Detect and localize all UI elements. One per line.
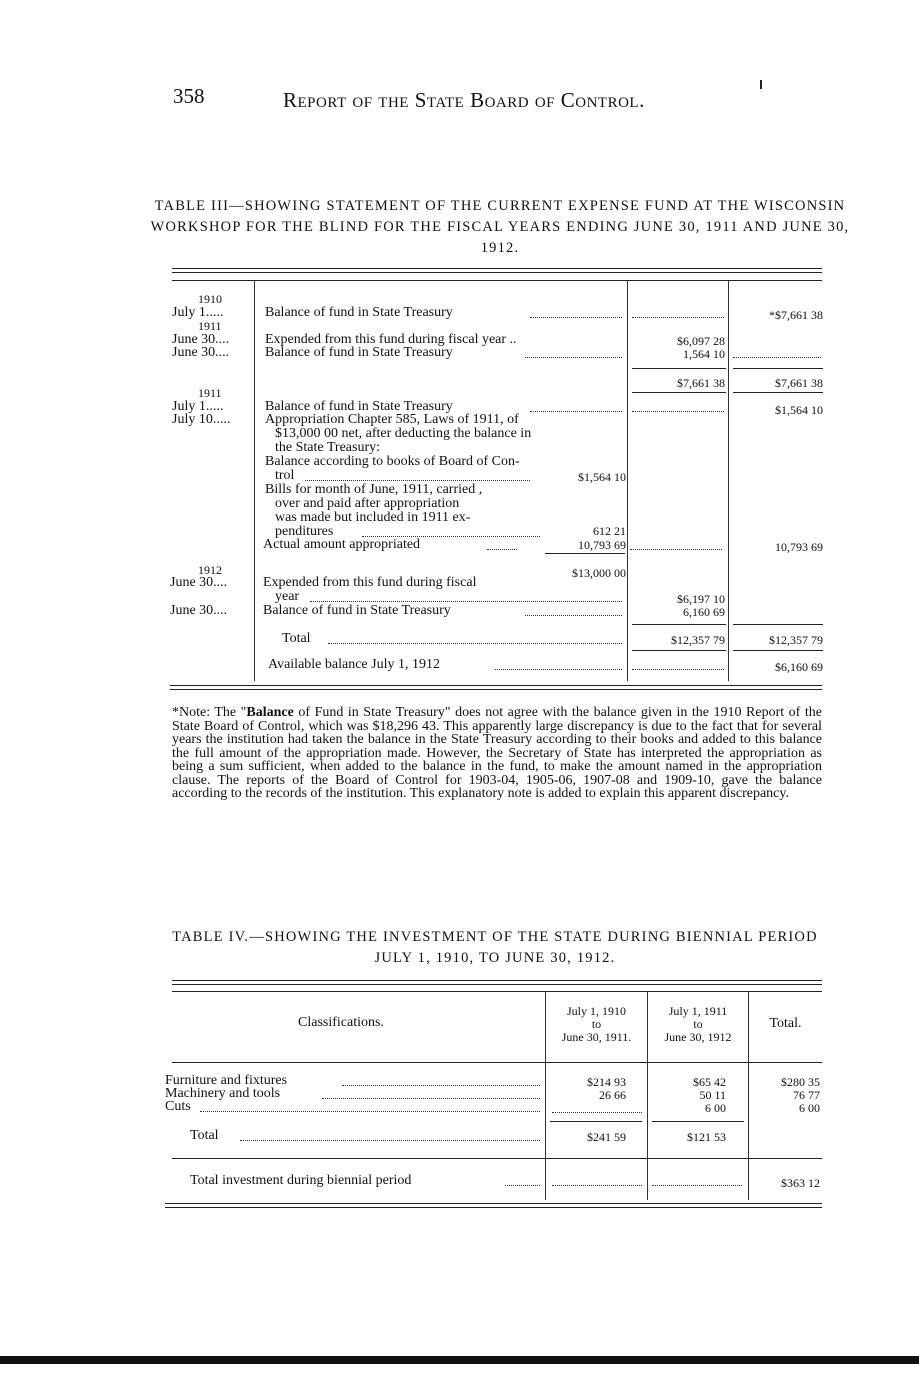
inner-value: $13,000 00 (572, 566, 626, 580)
header-col1: to (591, 1017, 602, 1031)
col1-value: $6,197 10 (677, 592, 725, 606)
edge-mark (760, 80, 762, 89)
row-balance: Balance of fund in State Treasury (265, 345, 453, 360)
table-cell: 6 00 (799, 1101, 820, 1115)
table-cell: 26 66 (599, 1088, 626, 1102)
table-row-label: Furniture and fixtures (165, 1073, 288, 1088)
row-board-balance: trol (275, 468, 295, 483)
row-board-balance: Balance according to books of Board of Con- (265, 454, 520, 469)
total-row-label: Total (190, 1128, 219, 1143)
date-year-1911: 1911 (198, 319, 222, 333)
col1-value: $12,357 79 (671, 633, 725, 647)
header-col1: June 30, 1911. (561, 1030, 632, 1044)
date-label: June 30.... (170, 575, 228, 590)
page-number: 358 (173, 84, 205, 108)
header-col2: July 1, 1911 (668, 1004, 728, 1018)
col2-value: *$7,661 38 (769, 308, 823, 322)
date-label: July 1..... (172, 399, 224, 414)
table-cell: $65 42 (693, 1075, 726, 1089)
date-year-1912: 1912 (198, 563, 222, 577)
table-cell: $214 93 (587, 1075, 626, 1089)
table-cell: $363 12 (781, 1176, 820, 1190)
header-col2: June 30, 1912 (664, 1030, 732, 1044)
inner-value: 10,793 69 (578, 538, 626, 552)
row-balance: Balance of fund in State Treasury (263, 603, 451, 618)
col1-value: 1,564 10 (683, 347, 725, 361)
row-appropriation: $13,000 00 net, after deducting the balance in (275, 426, 532, 441)
explanatory-note (172, 706, 822, 801)
col1-value: $7,661 38 (677, 376, 725, 390)
row-total: Total (282, 631, 311, 646)
date-label: June 30.... (172, 345, 230, 360)
table4-title: TABLE IV.—SHOWING THE INVESTMENT OF THE STATE DURING BIENNIAL PERIOD JULY 1, 1910, TO JUNE 30, 1912. (172, 929, 818, 966)
row-balance: Balance of fund in State Treasury (265, 399, 453, 414)
row-appropriation: Appropriation Chapter 585, Laws of 1911, of (265, 412, 519, 427)
table-cell: 50 11 (699, 1088, 726, 1102)
col2-value: $1,564 10 (775, 403, 823, 417)
col2-value: 10,793 69 (775, 540, 823, 554)
row-expended: Expended from this fund during fiscal year .. (265, 332, 517, 347)
table-cell: $241 59 (587, 1130, 626, 1144)
table-cell: $121 53 (687, 1130, 726, 1144)
header-classifications: Classifications. (298, 1015, 384, 1030)
row-bills: was made but included in 1911 ex- (275, 510, 471, 525)
header-col2: to (693, 1017, 703, 1031)
col2-value: $12,357 79 (769, 633, 823, 647)
note-bold: Balance (246, 705, 294, 720)
page-bottom-edge (0, 1356, 919, 1364)
investment-row-label: Total investment during biennial period (190, 1173, 412, 1188)
table-cell: 6 00 (705, 1101, 726, 1115)
table-cell: $280 35 (781, 1075, 820, 1089)
running-title (283, 88, 645, 113)
date-label: June 30.... (170, 603, 228, 618)
date-year-1911: 1911 (198, 386, 222, 400)
date-label: July 1..... (172, 305, 224, 320)
date-label: June 30.... (172, 332, 230, 347)
table-row-label: Machinery and tools (165, 1086, 281, 1101)
col2-value: $6,160 69 (775, 660, 823, 674)
header-total: Total. (769, 1016, 802, 1031)
row-actual: Actual amount appropriated (263, 537, 421, 552)
inner-value: 612 21 (593, 524, 626, 538)
col1-value: 6,160 69 (683, 605, 725, 619)
row-expended: year (275, 589, 300, 604)
row-appropriation: the State Treasury: (275, 440, 380, 455)
note-text: of Fund in State Treasury" does not agree with the balance given in the 1910 Report of the State Board of Control, which was $18,296 43. This apparently large discrepancy is due to the fact that for several years the institution had taken the balance in the State Treasury according to their books and added to this balance the full amount of the appropriation made. However, the Secretary of State has interpreted the appropriation as being a sum sufficient, when added to the balance in the fund, to make the amount named in the appropriation clause. The reports of the Board of Control for 1903-04, 1905-06, 1907-08 and 1909-10, gave the balance according to the records of the institution. This explanatory note is added to explain this apparent discrepancy. (172, 705, 822, 801)
inner-value: $1,564 10 (578, 470, 626, 484)
row-bills: Bills for month of June, 1911, carried , (265, 482, 483, 497)
note-lead: *Note: The " (172, 705, 247, 720)
row-expended: Expended from this fund during fiscal (263, 575, 477, 590)
col1-value: $6,097 28 (677, 334, 725, 348)
date-label: July 10..... (172, 412, 231, 427)
row-bills: penditures (275, 524, 334, 539)
row-bills: over and paid after appropriation (275, 496, 460, 511)
row-available: Available balance July 1, 1912 (268, 657, 440, 672)
table3-title: TABLE III—SHOWING STATEMENT OF THE CURRENT EXPENSE FUND AT THE WISCONSIN WORKSHOP FOR THE BLIND FOR THE FISCAL YEARS ENDING JUNE 30, 1911 AND JUNE 30, 1912. (150, 198, 850, 256)
running-title-text: Report of the State Board of Control. (283, 88, 645, 112)
header-col1: July 1, 1910 (566, 1004, 626, 1018)
col2-value: $7,661 38 (775, 376, 823, 390)
row-balance: Balance of fund in State Treasury (265, 305, 453, 320)
table-cell: 76 77 (793, 1088, 820, 1102)
date-year-1910: 1910 (198, 292, 222, 306)
table-row-label: Cuts (165, 1099, 191, 1114)
